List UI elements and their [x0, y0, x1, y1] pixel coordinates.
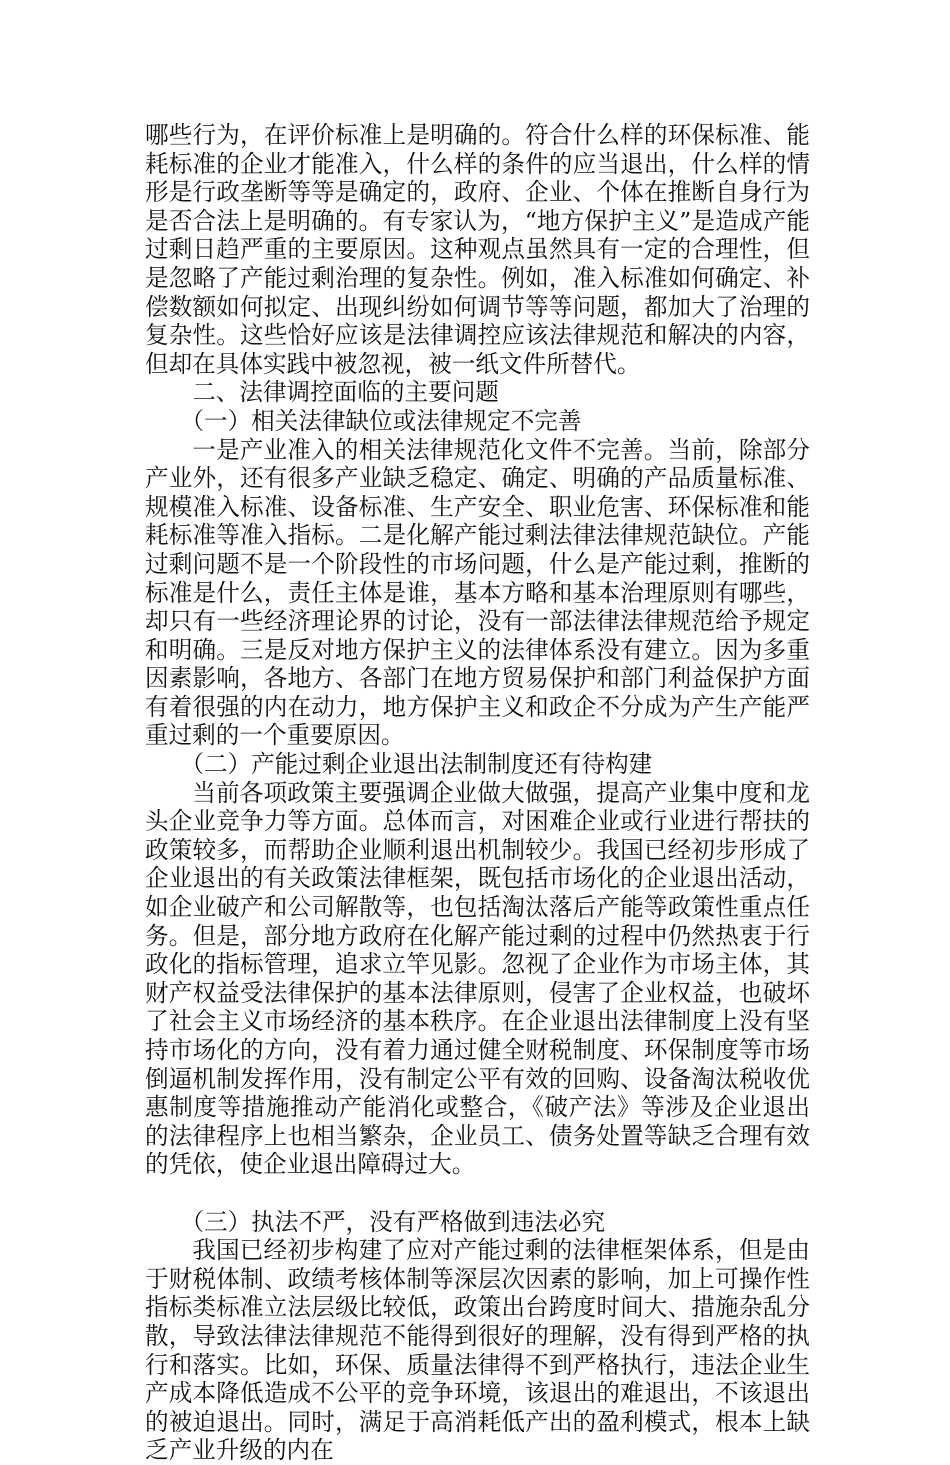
- section-heading-2: 二、法律调控面临的主要问题: [192, 378, 499, 407]
- paragraph-2-1: 一是产业准入的相关法律规范化文件不完善。当前，除部分产业外，还有很多产业缺乏稳定、确定、明确的产品质量标准、规模准入标准、设备标准、生产安全、职业危害、环保标准和能耗标准等准入指标。二是化解产能过剩法律法律规范缺位。产能过剩问题不是一个阶段性的市场问题，什么是产能过剩，推断的标准是什么，责任主体是谁，基本方略和基本治理原则有哪些，却只有一些经济理论界的讨论，没有一部法律法律规范给予规定和明确。三是反对地方保护主义的法律体系没有建立。因为多重因素影响，各地方、各部门在地方贸易保护和部门利益保护方面有着很强的内在动力，地方保护主义和政企不分成为产生产能严重过剩的一个重要原因。: [145, 435, 810, 750]
- paragraph-2-2: 当前各项政策主要强调企业做大做强，提高产业集中度和龙头企业竞争力等方面。总体而言，对困难企业或行业进行帮扶的政策较多，而帮助企业顺利退出机制较少。我国已经初步形成了企业退出的有关政策法律框架，既包括市场化的企业退出活动，如企业破产和公司解散等，也包括淘汰落后产能等政策性重点任务。但是，部分地方政府在化解产能过剩的过程中仍然热衷于行政化的指标管理，追求立竿见影。忽视了企业作为市场主体，其财产权益受法律保护的基本法律原则，侵害了企业权益，也破坏了社会主义市场经济的基本秩序。在企业退出法律制度上没有坚持市场化的方向，没有着力通过健全财税制度、环保制度等市场倒逼机制发挥作用，没有制定公平有效的回购、设备淘汰税收优惠制度等措施推动产能消化或整合，《破产法》等涉及企业退出的法律程序上也相当繁杂，企业员工、债务处置等缺乏合理有效的凭依，使企业退出障碍过大。: [145, 778, 810, 1179]
- document-body: [145, 121, 810, 1465]
- subsection-heading-2-1: （一）相关法律缺位或法律规定不完善: [180, 406, 582, 435]
- paragraph-2-3: 我国已经初步构建了应对产能过剩的法律框架体系，但是由于财税体制、政绩考核体制等深层次因素的影响，加上可操作性指标类标准立法层级比较低，政策出台跨度时间大、措施杂乱分散，导致法律法律规范不能得到很好的理解，没有得到严格的执行和落实。比如，环保、质量法律得不到严格执行，违法企业生产成本降低造成不公平的竞争环境，该退出的难退出，不该退出的被迫退出。同时，满足于高消耗低产出的盈利模式，根本上缺乏产业升级的内在: [145, 1236, 810, 1465]
- paragraph-intro: 哪些行为，在评价标准上是明确的。符合什么样的环保标准、能耗标准的企业才能准入，什么样的条件的应当退出，什么样的情形是行政垄断等等是确定的，政府、企业、个体在推断自身行为是否合法上是明确的。有专家认为，“地方保护主义”是造成产能过剩日趋严重的主要原因。这种观点虽然具有一定的合理性，但是忽略了产能过剩治理的复杂性。例如，准入标准如何确定、补偿数额如何拟定、出现纠纷如何调节等等问题，都加大了治理的复杂性。这些恰好应该是法律调控应该法律规范和解决的内容，但却在具体实践中被忽视，被一纸文件所替代。: [145, 121, 810, 378]
- paragraph-spacer: [145, 1179, 810, 1208]
- subsection-heading-2-3: （三）执法不严，没有严格做到违法必究: [180, 1207, 606, 1236]
- subsection-heading-2-2: （二）产能过剩企业退出法制制度还有待构建: [180, 750, 653, 779]
